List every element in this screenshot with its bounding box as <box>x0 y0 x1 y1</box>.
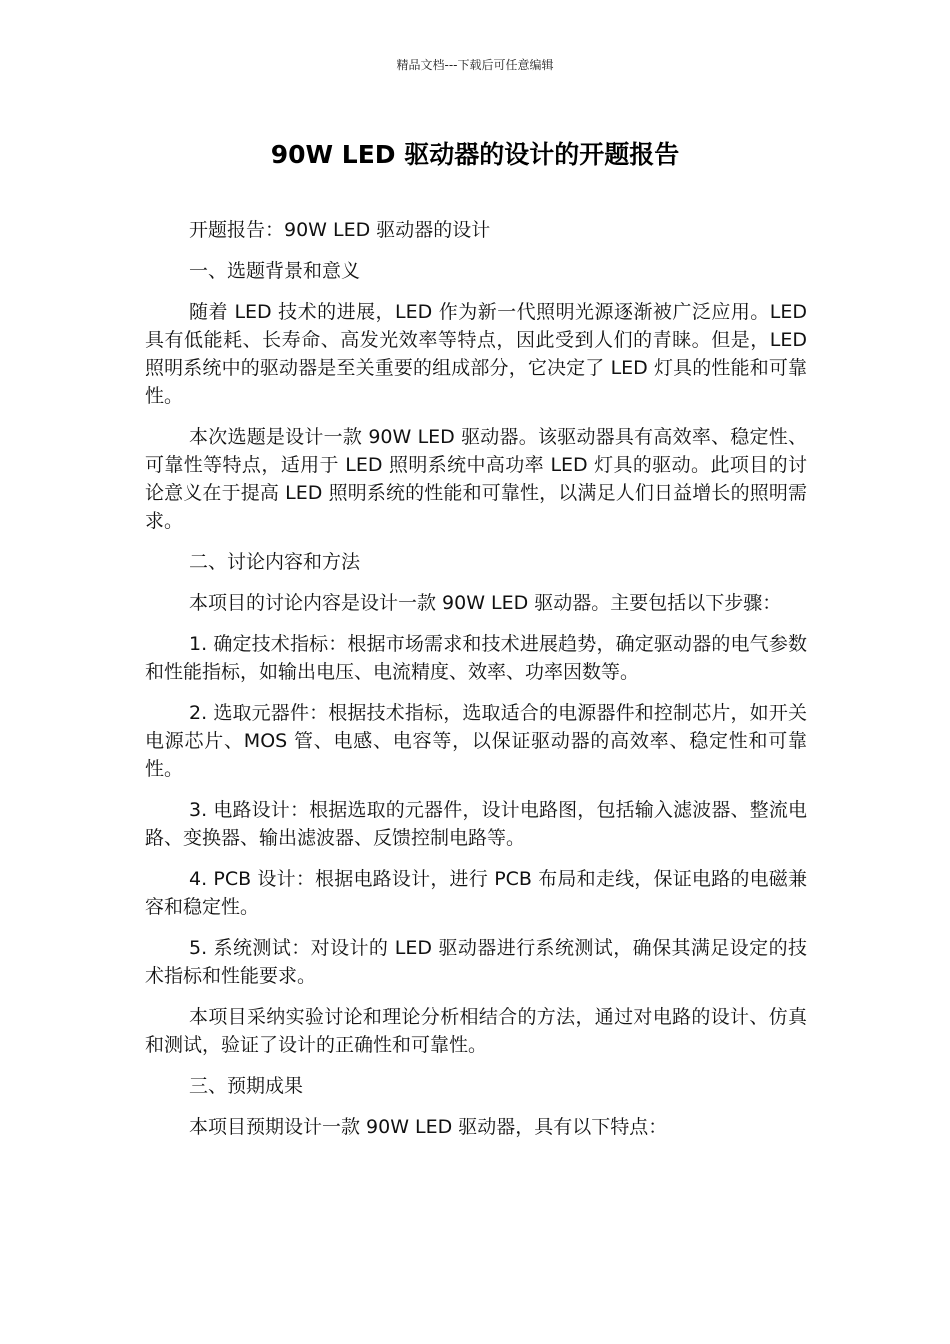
section-heading-content-methods: 二、讨论内容和方法 <box>189 551 361 573</box>
paragraph-background: 随着 LED 技术的进展，LED 作为新一代照明光源逐渐被广泛应用。LED 具有低能耗、长寿命、高发光效率等特点，因此受到人们的青睐。但是，LED 照明系统中的驱动器是至关重要的组成部分，它决定了 LED 灯具的性能和可靠性。 <box>145 301 807 407</box>
list-item-step-1: 1. 确定技术指标：根据市场需求和技术进展趋势，确定驱动器的电气参数和性能指标，如输出电压、电流精度、效率、功率因数等。 <box>145 633 807 683</box>
document-title: 90W LED 驱动器的设计的开题报告 <box>270 140 680 169</box>
paragraph-content-intro: 本项目的讨论内容是设计一款 90W LED 驱动器。主要包括以下步骤： <box>189 592 782 614</box>
list-item-step-2: 2. 选取元器件：根据技术指标，选取适合的电源器件和控制芯片，如开关电源芯片、MOS 管、电感、电容等，以保证驱动器的高效率、稳定性和可靠性。 <box>145 702 807 780</box>
paragraph-methods: 本项目采纳实验讨论和理论分析相结合的方法，通过对电路的设计、仿真和测试，验证了设计的正确性和可靠性。 <box>145 1006 807 1056</box>
page-header-note: 精品文档---下载后可任意编辑 <box>396 58 554 72</box>
section-heading-expected-results: 三、预期成果 <box>189 1075 304 1097</box>
list-item-step-5: 5. 系统测试：对设计的 LED 驱动器进行系统测试，确保其满足设定的技术指标和性能要求。 <box>145 937 807 987</box>
document-body <box>145 216 807 1154</box>
list-item-step-3: 3. 电路设计：根据选取的元器件，设计电路图，包括输入滤波器、整流电路、变换器、输出滤波器、反馈控制电路等。 <box>145 799 807 849</box>
proposal-subject-line: 开题报告：90W LED 驱动器的设计 <box>189 219 491 241</box>
paragraph-topic-significance: 本次选题是设计一款 90W LED 驱动器。该驱动器具有高效率、稳定性、可靠性等特点，适用于 LED 照明系统中高功率 LED 灯具的驱动。此项目的讨论意义在于提高 LED 照明系统的性能和可靠性，以满足人们日益增长的照明需求。 <box>145 426 807 532</box>
paragraph-expected-results: 本项目预期设计一款 90W LED 驱动器，具有以下特点： <box>189 1116 668 1138</box>
list-item-step-4: 4. PCB 设计：根据电路设计，进行 PCB 布局和走线，保证电路的电磁兼容和稳定性。 <box>145 868 807 918</box>
section-heading-background: 一、选题背景和意义 <box>189 260 361 282</box>
